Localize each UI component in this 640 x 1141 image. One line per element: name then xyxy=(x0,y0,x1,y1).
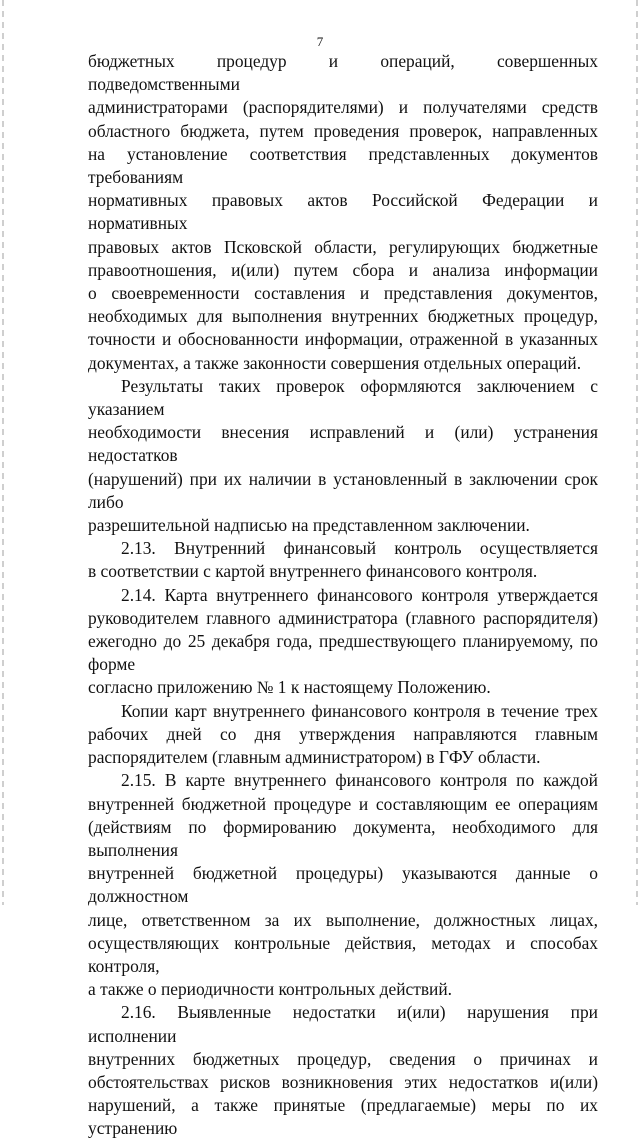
text-line: нормативных правовых актов Российской Федерации и нормативных xyxy=(88,190,598,234)
text-line: (действиям по формированию документа, необходимого для выполнения xyxy=(88,816,598,860)
text-line: 2.14. Карта внутреннего финансового контроля утверждается xyxy=(121,584,598,605)
text-line: ежегодно до 25 декабря года, предшествующего планируемому, по форме xyxy=(88,631,598,675)
text-line: 2.13. Внутренний финансовый контроль осуществляется xyxy=(121,538,598,559)
text-line: обстоятельствах рисков возникновения этих недостатков и(или) xyxy=(88,1071,598,1092)
text-line: необходимости внесения исправлений и (или) устранения недостатков xyxy=(88,422,598,466)
text-line: (нарушений) при их наличии в установленный в заключении срок либо xyxy=(88,468,598,512)
text-line: о своевременности составления и представления документов, xyxy=(88,283,598,304)
text-line: Копии карт внутреннего финансового контроля в течение трех xyxy=(121,700,598,721)
text-line: в соответствии с картой внутреннего финансового контроля. xyxy=(88,561,538,582)
text-line: документах, а также законности совершения отдельных операций. xyxy=(88,352,582,373)
text-line: 2.16. Выявленные недостатки и(или) нарушения при исполнении xyxy=(88,1002,598,1046)
text-line: рабочих дней со дня утверждения направляются главным xyxy=(88,723,598,744)
text-line: а также о периодичности контрольных действий. xyxy=(88,979,453,1000)
text-line: лице, ответственном за их выполнение, должностных лицах, xyxy=(88,909,598,930)
page-number: 7 xyxy=(316,34,324,49)
text-line: необходимых для выполнения внутренних бюджетных процедур, xyxy=(88,306,598,327)
text-line: осуществляющих контрольные действия, методах и способах контроля, xyxy=(88,932,598,976)
text-line: на установление соответствия представленных документов требованиям xyxy=(88,143,598,188)
text-line: 2.15. В карте внутреннего финансового контроля по каждой xyxy=(121,770,598,791)
text-line: внутренней бюджетной процедуре и составляющим ее операциям xyxy=(88,793,598,814)
text-line: согласно приложению № 1 к настоящему Положению. xyxy=(88,677,491,698)
paragraph xyxy=(88,537,598,583)
text-line: руководителем главного администратора (главного распорядителя) xyxy=(88,607,598,628)
text-line: разрешительной надписью на представленном заключении. xyxy=(88,515,530,536)
text-line: внутренней бюджетной процедуры) указываются данные о должностном xyxy=(88,863,598,907)
scan-edge-left xyxy=(2,0,4,905)
text-line: бюджетных процедур и операций, совершенных подведомственными xyxy=(88,51,598,95)
text-line: точности и обоснованности информации, отраженной в указанных xyxy=(88,329,598,350)
text-line: внутренних бюджетных процедур, сведения о причинах и xyxy=(88,1048,598,1069)
text-line: администраторами (распорядителями) и получателями средств xyxy=(88,97,598,118)
paragraph xyxy=(88,700,598,770)
text-line: правовых актов Псковской области, регулирующих бюджетные xyxy=(88,236,598,257)
scan-edge-right xyxy=(636,0,638,905)
paragraph xyxy=(88,584,598,700)
paragraph xyxy=(88,1001,598,1140)
paragraph xyxy=(88,50,598,375)
text-line: распорядителем (главным администратором) в ГФУ области. xyxy=(88,747,541,768)
paragraph xyxy=(88,375,598,537)
text-line: нарушений, а также принятые (предлагаемые) меры по их устранению xyxy=(88,1095,598,1139)
text-line: правоотношения, и(или) путем сбора и анализа информации xyxy=(88,259,598,280)
document-body xyxy=(88,50,598,1141)
text-line: Результаты таких проверок оформляются заключением с указанием xyxy=(88,375,598,420)
paragraph xyxy=(88,769,598,1001)
text-line: областного бюджета, путем проведения проверок, направленных xyxy=(88,120,598,141)
